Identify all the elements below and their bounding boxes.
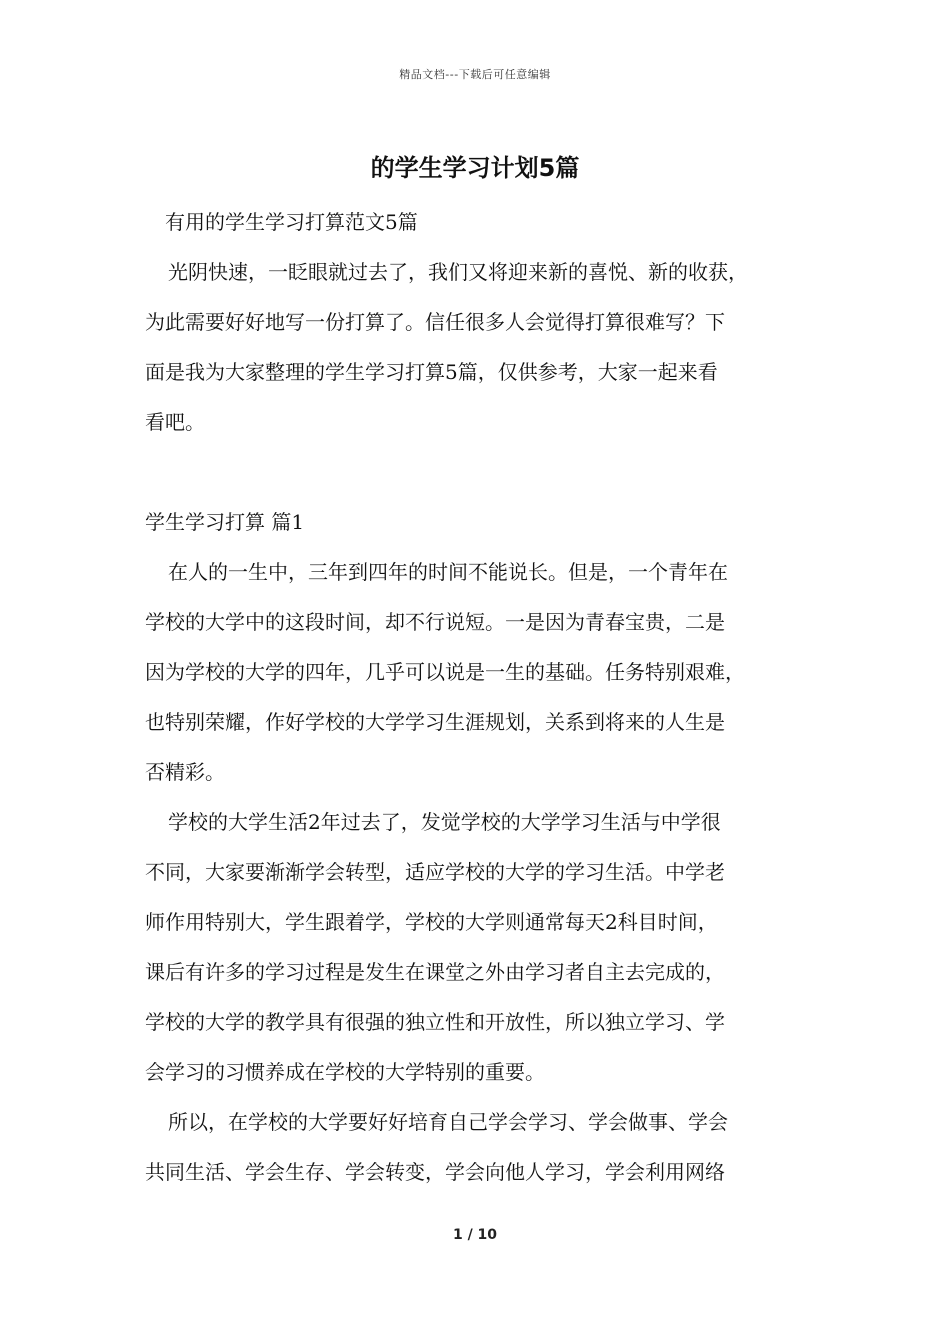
paragraph-line: 课后有许多的学习过程是发生在课堂之外由学习者自主去完成的， xyxy=(145,960,725,984)
paragraph-line: 会学习的习惯养成在学校的大学特别的重要。 xyxy=(145,1060,545,1084)
paragraph-line: 因为学校的大学的四年，几乎可以说是一生的基础。任务特别艰难， xyxy=(145,660,745,684)
paragraph-line: 为此需要好好地写一份打算了。信任很多人会觉得打算很难写？下 xyxy=(145,310,725,334)
paragraph-line: 学校的大学的教学具有很强的独立性和开放性，所以独立学习、学 xyxy=(145,1010,725,1034)
paragraph-line: 光阴快速，一眨眼就过去了，我们又将迎来新的喜悦、新的收获， xyxy=(168,260,748,284)
paragraph-line: 不同，大家要渐渐学会转型，适应学校的大学的学习生活。中学老 xyxy=(145,860,725,884)
paragraph-line: 共同生活、学会生存、学会转变，学会向他人学习，学会利用网络 xyxy=(145,1160,725,1184)
paragraph-line: 学校的大学中的这段时间，却不行说短。一是因为青春宝贵，二是 xyxy=(145,610,725,634)
paragraph-line: 面是我为大家整理的学生学习打算5篇，仅供参考，大家一起来看 xyxy=(145,360,718,384)
page-number: 1 / 10 xyxy=(452,1227,498,1243)
paragraph-line: 在人的一生中，三年到四年的时间不能说长。但是，一个青年在 xyxy=(168,560,728,584)
paragraph-line: 看吧。 xyxy=(145,410,205,434)
paragraph-line: 否精彩。 xyxy=(145,760,225,784)
paragraph-line: 师作用特别大，学生跟着学，学校的大学则通常每天2科目时间， xyxy=(145,910,718,934)
document-title: 的学生学习计划5篇 xyxy=(370,154,580,182)
paragraph-line: 学校的大学生活2年过去了，发觉学校的大学学习生活与中学很 xyxy=(168,810,721,834)
document-subtitle: 有用的学生学习打算范文5篇 xyxy=(165,210,418,234)
paragraph-line: 所以，在学校的大学要好好培育自己学会学习、学会做事、学会 xyxy=(168,1110,728,1134)
page-header: 精品文档---下载后可任意编辑 xyxy=(399,68,551,81)
section-heading: 学生学习打算 篇1 xyxy=(145,510,305,534)
paragraph-line: 也特别荣耀，作好学校的大学学习生涯规划，关系到将来的人生是 xyxy=(145,710,725,734)
